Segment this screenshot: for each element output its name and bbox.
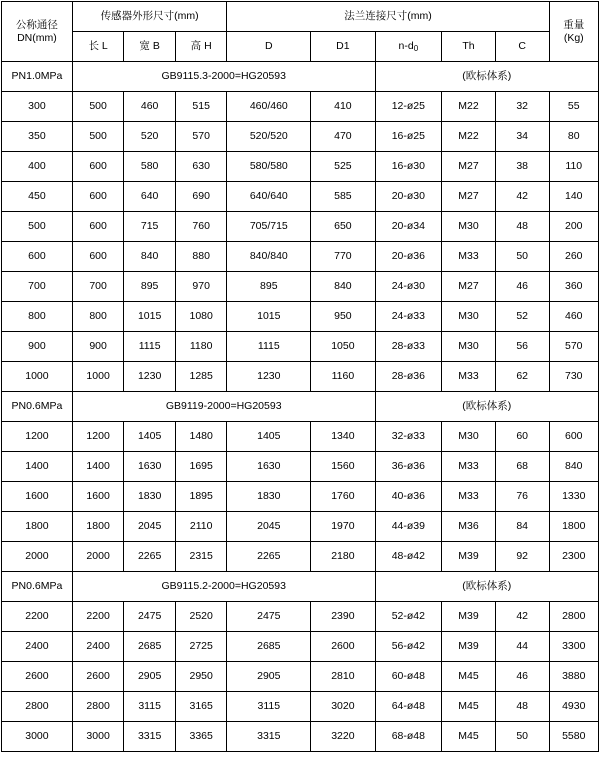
- table-cell: 68-ø48: [375, 722, 442, 752]
- table-cell: 2810: [311, 662, 375, 692]
- table-cell: 1015: [227, 302, 311, 332]
- table-cell: 1630: [227, 452, 311, 482]
- header-col-width: 宽 B: [124, 32, 176, 62]
- table-cell: 2600: [311, 632, 375, 662]
- table-cell: 140: [549, 182, 598, 212]
- table-cell: 300: [2, 92, 73, 122]
- table-cell: 1830: [124, 482, 176, 512]
- table-cell: M33: [442, 482, 496, 512]
- table-cell: 3020: [311, 692, 375, 722]
- section-pressure-label: PN1.0MPa: [2, 62, 73, 92]
- table-cell: 2475: [124, 602, 176, 632]
- header-col-height: 高 H: [175, 32, 227, 62]
- table-cell: 2400: [72, 632, 124, 662]
- table-cell: 460: [549, 302, 598, 332]
- table-cell: 2300: [549, 542, 598, 572]
- table-cell: 950: [311, 302, 375, 332]
- table-cell: 1405: [227, 422, 311, 452]
- table-cell: 600: [72, 212, 124, 242]
- table-cell: 640/640: [227, 182, 311, 212]
- section-note-label: (欧标体系): [375, 392, 598, 422]
- section-note-label: (欧标体系): [375, 572, 598, 602]
- table-row: [2, 272, 599, 302]
- specification-table: [1, 1, 599, 752]
- table-cell: 1000: [2, 362, 73, 392]
- header-col-d1: D1: [311, 32, 375, 62]
- table-row: [2, 92, 599, 122]
- table-cell: 50: [495, 722, 549, 752]
- table-cell: 92: [495, 542, 549, 572]
- table-cell: 260: [549, 242, 598, 272]
- table-cell: 2265: [124, 542, 176, 572]
- section-pressure-label: PN0.6MPa: [2, 392, 73, 422]
- table-cell: 50: [495, 242, 549, 272]
- header-dn-label: 公称通径: [15, 19, 58, 32]
- header-group-row: [2, 2, 599, 32]
- table-cell: 630: [175, 152, 227, 182]
- table-cell: 62: [495, 362, 549, 392]
- table-cell: 520: [124, 122, 176, 152]
- header-weight-unit: (Kg): [563, 31, 584, 44]
- table-cell: 580: [124, 152, 176, 182]
- table-cell: 55: [549, 92, 598, 122]
- table-cell: 110: [549, 152, 598, 182]
- table-cell: 3115: [227, 692, 311, 722]
- table-cell: 1200: [2, 422, 73, 452]
- table-cell: 2315: [175, 542, 227, 572]
- table-cell: 705/715: [227, 212, 311, 242]
- table-cell: 640: [124, 182, 176, 212]
- table-cell: 44-ø39: [375, 512, 442, 542]
- table-cell: 800: [72, 302, 124, 332]
- section-standard-label: GB9115.3-2000=HG20593: [72, 62, 375, 92]
- table-cell: 2200: [2, 602, 73, 632]
- table-body: [2, 62, 599, 752]
- table-cell: 1115: [124, 332, 176, 362]
- table-cell: 600: [72, 152, 124, 182]
- table-cell: 1230: [124, 362, 176, 392]
- table-cell: 48: [495, 692, 549, 722]
- table-cell: 2000: [72, 542, 124, 572]
- table-cell: 24-ø33: [375, 302, 442, 332]
- table-cell: 3315: [227, 722, 311, 752]
- table-cell: 1600: [2, 482, 73, 512]
- header-weight: [549, 2, 598, 62]
- table-cell: M45: [442, 692, 496, 722]
- table-cell: 68: [495, 452, 549, 482]
- table-cell: 895: [124, 272, 176, 302]
- table-cell: 770: [311, 242, 375, 272]
- table-row: [2, 662, 599, 692]
- table-cell: 1830: [227, 482, 311, 512]
- table-row: [2, 422, 599, 452]
- table-cell: 470: [311, 122, 375, 152]
- table-cell: M22: [442, 92, 496, 122]
- table-row: [2, 362, 599, 392]
- table-cell: 1895: [175, 482, 227, 512]
- table-cell: 895: [227, 272, 311, 302]
- table-cell: 20-ø34: [375, 212, 442, 242]
- table-cell: 840: [311, 272, 375, 302]
- table-cell: 2110: [175, 512, 227, 542]
- table-cell: 52: [495, 302, 549, 332]
- table-cell: M45: [442, 662, 496, 692]
- table-cell: M33: [442, 242, 496, 272]
- table-cell: M45: [442, 722, 496, 752]
- table-cell: M27: [442, 182, 496, 212]
- table-row: [2, 602, 599, 632]
- table-row: [2, 632, 599, 662]
- table-cell: 16-ø25: [375, 122, 442, 152]
- table-cell: 32-ø33: [375, 422, 442, 452]
- table-cell: 1600: [72, 482, 124, 512]
- table-cell: 12-ø25: [375, 92, 442, 122]
- table-cell: 500: [2, 212, 73, 242]
- table-cell: 1115: [227, 332, 311, 362]
- table-cell: 840: [549, 452, 598, 482]
- table-cell: 520/520: [227, 122, 311, 152]
- table-cell: 200: [549, 212, 598, 242]
- table-row: [2, 242, 599, 272]
- table-cell: 2905: [124, 662, 176, 692]
- table-cell: M30: [442, 212, 496, 242]
- table-cell: M36: [442, 512, 496, 542]
- table-cell: 3165: [175, 692, 227, 722]
- table-cell: 44: [495, 632, 549, 662]
- table-cell: 2200: [72, 602, 124, 632]
- table-cell: 600: [72, 182, 124, 212]
- table-cell: 840: [124, 242, 176, 272]
- table-cell: 48-ø42: [375, 542, 442, 572]
- table-cell: 1000: [72, 362, 124, 392]
- table-cell: 56: [495, 332, 549, 362]
- table-cell: 64-ø48: [375, 692, 442, 722]
- table-cell: M22: [442, 122, 496, 152]
- table-cell: M39: [442, 632, 496, 662]
- table-cell: 2475: [227, 602, 311, 632]
- table-cell: 1200: [72, 422, 124, 452]
- table-cell: M33: [442, 452, 496, 482]
- table-row: [2, 512, 599, 542]
- table-cell: 28-ø33: [375, 332, 442, 362]
- table-cell: 715: [124, 212, 176, 242]
- table-cell: 46: [495, 272, 549, 302]
- table-cell: 2685: [124, 632, 176, 662]
- table-cell: 580/580: [227, 152, 311, 182]
- table-cell: 460: [124, 92, 176, 122]
- header-sub-row: [2, 32, 599, 62]
- table-cell: 1285: [175, 362, 227, 392]
- table-cell: 2600: [2, 662, 73, 692]
- header-dn-unit: DN(mm): [17, 31, 57, 44]
- table-cell: 2180: [311, 542, 375, 572]
- table-cell: 360: [549, 272, 598, 302]
- table-cell: 840/840: [227, 242, 311, 272]
- table-row: [2, 452, 599, 482]
- table-cell: 1560: [311, 452, 375, 482]
- table-cell: 410: [311, 92, 375, 122]
- table-cell: 3300: [549, 632, 598, 662]
- table-cell: 700: [72, 272, 124, 302]
- table-cell: 20-ø30: [375, 182, 442, 212]
- table-cell: 760: [175, 212, 227, 242]
- table-cell: 1230: [227, 362, 311, 392]
- table-cell: 28-ø36: [375, 362, 442, 392]
- table-cell: 650: [311, 212, 375, 242]
- table-cell: 3000: [2, 722, 73, 752]
- table-header: [2, 2, 599, 62]
- table-cell: 2800: [2, 692, 73, 722]
- table-row: [2, 692, 599, 722]
- section-standard-label: GB9119-2000=HG20593: [72, 392, 375, 422]
- table-cell: 1400: [2, 452, 73, 482]
- table-row: [2, 482, 599, 512]
- table-cell: 525: [311, 152, 375, 182]
- table-cell: 4930: [549, 692, 598, 722]
- header-weight-label: 重量: [563, 19, 585, 32]
- table-cell: 32: [495, 92, 549, 122]
- table-cell: 36-ø36: [375, 452, 442, 482]
- table-cell: 16-ø30: [375, 152, 442, 182]
- table-cell: 2950: [175, 662, 227, 692]
- table-cell: 60: [495, 422, 549, 452]
- table-cell: 1695: [175, 452, 227, 482]
- table-cell: M30: [442, 302, 496, 332]
- section-note-label: (欧标体系): [375, 62, 598, 92]
- table-cell: 40-ø36: [375, 482, 442, 512]
- table-cell: 2045: [124, 512, 176, 542]
- header-dn: [2, 2, 73, 62]
- table-cell: 1800: [72, 512, 124, 542]
- table-cell: M39: [442, 542, 496, 572]
- table-cell: 24-ø30: [375, 272, 442, 302]
- table-cell: 800: [2, 302, 73, 332]
- table-row: [2, 722, 599, 752]
- section-standard-label: GB9115.2-2000=HG20593: [72, 572, 375, 602]
- table-cell: 2685: [227, 632, 311, 662]
- section-pressure-label: PN0.6MPa: [2, 572, 73, 602]
- table-row: [2, 152, 599, 182]
- table-cell: 1160: [311, 362, 375, 392]
- table-cell: 2400: [2, 632, 73, 662]
- table-cell: 48: [495, 212, 549, 242]
- table-row: [2, 122, 599, 152]
- table-cell: 1180: [175, 332, 227, 362]
- section-header-row: [2, 62, 599, 92]
- table-cell: 970: [175, 272, 227, 302]
- table-cell: 1630: [124, 452, 176, 482]
- table-cell: 34: [495, 122, 549, 152]
- table-cell: 900: [72, 332, 124, 362]
- table-cell: 2800: [549, 602, 598, 632]
- table-cell: 350: [2, 122, 73, 152]
- table-cell: 2520: [175, 602, 227, 632]
- table-cell: 880: [175, 242, 227, 272]
- table-cell: 3880: [549, 662, 598, 692]
- table-cell: 76: [495, 482, 549, 512]
- table-cell: 3315: [124, 722, 176, 752]
- table-cell: 1800: [549, 512, 598, 542]
- section-header-row: [2, 572, 599, 602]
- table-row: [2, 302, 599, 332]
- table-cell: 2045: [227, 512, 311, 542]
- table-cell: 1050: [311, 332, 375, 362]
- table-row: [2, 182, 599, 212]
- table-cell: 1080: [175, 302, 227, 332]
- table-cell: 42: [495, 182, 549, 212]
- table-cell: 3220: [311, 722, 375, 752]
- table-cell: 1760: [311, 482, 375, 512]
- table-cell: 1970: [311, 512, 375, 542]
- table-cell: 1405: [124, 422, 176, 452]
- header-sensor-dimensions: 传感器外形尺寸(mm): [72, 2, 227, 32]
- table-cell: 585: [311, 182, 375, 212]
- table-cell: 5580: [549, 722, 598, 752]
- table-cell: 2390: [311, 602, 375, 632]
- table-cell: 1800: [2, 512, 73, 542]
- table-cell: 60-ø48: [375, 662, 442, 692]
- table-cell: 3115: [124, 692, 176, 722]
- table-cell: M30: [442, 332, 496, 362]
- table-cell: 80: [549, 122, 598, 152]
- table-cell: 1480: [175, 422, 227, 452]
- header-col-th: Th: [442, 32, 496, 62]
- table-cell: 690: [175, 182, 227, 212]
- table-cell: 600: [2, 242, 73, 272]
- table-cell: 570: [549, 332, 598, 362]
- table-cell: 1330: [549, 482, 598, 512]
- table-cell: 3000: [72, 722, 124, 752]
- table-cell: 500: [72, 122, 124, 152]
- table-cell: 20-ø36: [375, 242, 442, 272]
- table-cell: 1340: [311, 422, 375, 452]
- table-row: [2, 542, 599, 572]
- table-cell: 900: [2, 332, 73, 362]
- table-cell: 46: [495, 662, 549, 692]
- table-cell: M33: [442, 362, 496, 392]
- table-cell: 52-ø42: [375, 602, 442, 632]
- table-cell: 450: [2, 182, 73, 212]
- table-cell: 2265: [227, 542, 311, 572]
- table-cell: 700: [2, 272, 73, 302]
- table-cell: 38: [495, 152, 549, 182]
- header-col-length: 长 L: [72, 32, 124, 62]
- table-cell: 2600: [72, 662, 124, 692]
- table-cell: M30: [442, 422, 496, 452]
- table-cell: 2800: [72, 692, 124, 722]
- table-cell: 2725: [175, 632, 227, 662]
- table-cell: M27: [442, 152, 496, 182]
- header-col-c: C: [495, 32, 549, 62]
- table-cell: 515: [175, 92, 227, 122]
- table-cell: 500: [72, 92, 124, 122]
- table-cell: 570: [175, 122, 227, 152]
- table-row: [2, 332, 599, 362]
- table-cell: 3365: [175, 722, 227, 752]
- header-col-bolt: $n-d_0$: [375, 32, 442, 62]
- header-col-d: D: [227, 32, 311, 62]
- table-cell: 56-ø42: [375, 632, 442, 662]
- table-cell: 730: [549, 362, 598, 392]
- table-cell: M39: [442, 602, 496, 632]
- table-cell: 2905: [227, 662, 311, 692]
- table-row: [2, 212, 599, 242]
- header-flange-dimensions: 法兰连接尺寸(mm): [227, 2, 549, 32]
- table-cell: 400: [2, 152, 73, 182]
- table-cell: M27: [442, 272, 496, 302]
- table-cell: 1015: [124, 302, 176, 332]
- table-cell: 42: [495, 602, 549, 632]
- table-cell: 1400: [72, 452, 124, 482]
- table-cell: 2000: [2, 542, 73, 572]
- table-cell: 600: [549, 422, 598, 452]
- table-cell: 84: [495, 512, 549, 542]
- section-header-row: [2, 392, 599, 422]
- table-cell: 600: [72, 242, 124, 272]
- table-cell: 460/460: [227, 92, 311, 122]
